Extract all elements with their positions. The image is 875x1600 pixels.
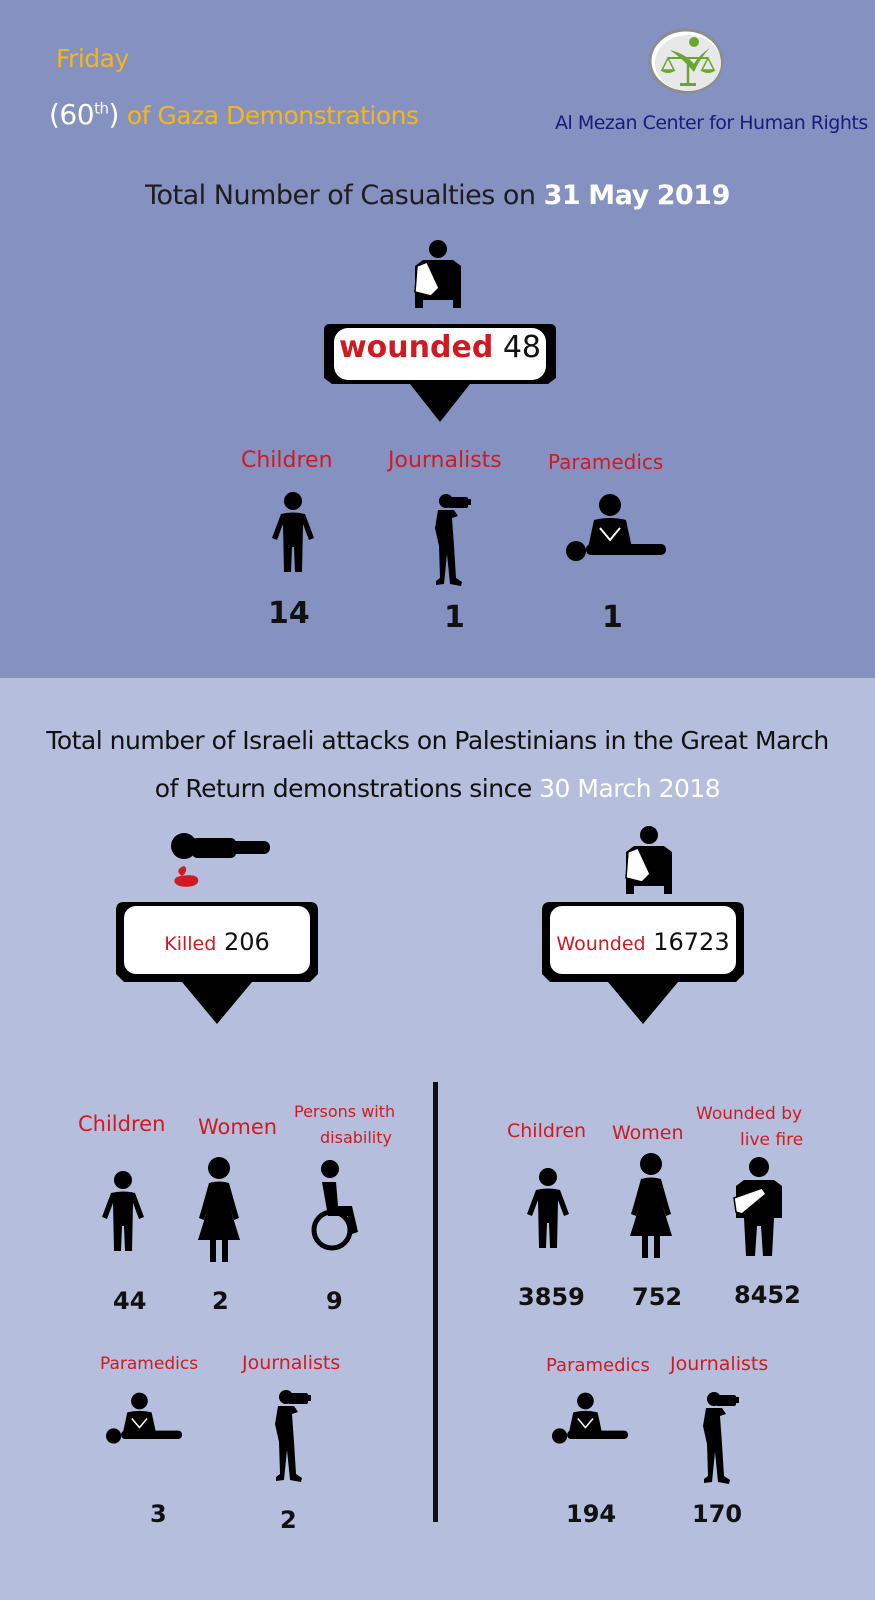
- killed-children-count: 44: [113, 1287, 147, 1315]
- cumulative-title-line2: of Return demonstrations since 30 March 2018: [154, 774, 721, 803]
- daily-journalists-label: Journalists: [388, 448, 502, 473]
- killed-women-count: 2: [212, 1287, 229, 1315]
- wounded-journalists-label: Journalists: [670, 1353, 769, 1375]
- daily-children-count: 14: [268, 596, 310, 631]
- journalist-camera-icon: [700, 1388, 740, 1488]
- killed-disability-count: 9: [326, 1287, 343, 1315]
- killed-women-label: Women: [198, 1115, 278, 1139]
- wounded-paramedics-label: Paramedics: [546, 1355, 650, 1376]
- wounded-journalists-count: 170: [692, 1500, 743, 1528]
- injured-person-sling-icon: [732, 1156, 786, 1256]
- journalist-camera-icon: [272, 1386, 312, 1486]
- child-icon: [526, 1166, 570, 1250]
- wounded-paramedics-count: 194: [566, 1500, 617, 1528]
- live-fire-label-line2: live fire: [740, 1130, 804, 1150]
- organization-name: Al Mezan Center for Human Rights: [555, 112, 868, 134]
- daily-children-label: Children: [241, 448, 333, 473]
- killed-journalists-count: 2: [280, 1506, 297, 1534]
- wounded-total-badge: Wounded 16723: [556, 928, 730, 956]
- journalist-camera-icon: [432, 494, 472, 586]
- wounded-total-badge-shape: [538, 898, 748, 1028]
- child-icon: [101, 1170, 145, 1252]
- daily-wounded-badge: wounded 48: [338, 330, 542, 365]
- paramedic-cpr-icon: [566, 494, 666, 566]
- paramedic-cpr-icon: [552, 1392, 628, 1448]
- cumulative-title-line1: Total number of Israeli attacks on Palestinians in the Great March: [46, 726, 829, 755]
- daily-casualties-section: [0, 0, 875, 678]
- paramedic-cpr-icon: [106, 1392, 182, 1448]
- killed-badge: Killed 206: [164, 928, 270, 956]
- daily-paramedics-label: Paramedics: [548, 450, 664, 474]
- scales-of-justice-logo-icon: [648, 28, 724, 94]
- live-fire-label-line1: Wounded by: [696, 1104, 803, 1124]
- killed-journalists-label: Journalists: [242, 1352, 341, 1374]
- friday-label: Friday: [56, 44, 129, 73]
- injured-person-sling-icon: [410, 240, 466, 308]
- wheelchair-icon: [308, 1160, 366, 1252]
- demonstration-ordinal: (60th) of Gaza Demonstrations: [49, 98, 419, 131]
- wounded-women-count: 752: [632, 1283, 683, 1311]
- killed-badge-shape: [112, 898, 322, 1028]
- wounded-women-label: Women: [612, 1122, 684, 1144]
- killed-paramedics-count: 3: [150, 1500, 167, 1528]
- child-icon: [271, 492, 315, 572]
- woman-icon: [195, 1156, 243, 1262]
- injured-person-sling-icon: [622, 826, 676, 894]
- daily-journalists-count: 1: [444, 600, 465, 635]
- killed-disability-label-line2: disability: [320, 1128, 392, 1147]
- killed-lying-person-icon: [170, 830, 270, 890]
- woman-icon: [627, 1152, 675, 1258]
- wounded-children-count: 3859: [518, 1283, 585, 1311]
- daily-title: Total Number of Casualties on 31 May 2019: [145, 180, 730, 211]
- wounded-children-label: Children: [507, 1120, 587, 1142]
- killed-paramedics-label: Paramedics: [100, 1354, 199, 1374]
- column-divider: [433, 1082, 438, 1522]
- daily-paramedics-count: 1: [602, 600, 623, 635]
- killed-disability-label-line1: Persons with: [294, 1102, 396, 1121]
- killed-children-label: Children: [78, 1112, 166, 1136]
- live-fire-count: 8452: [734, 1281, 801, 1309]
